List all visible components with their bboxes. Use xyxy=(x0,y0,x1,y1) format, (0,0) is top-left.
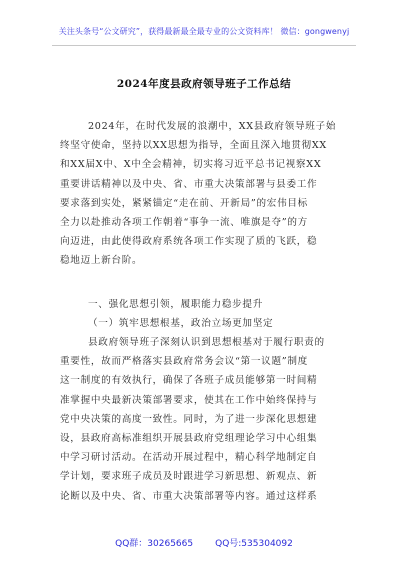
text-line: 重要讲话精神以及中央、省、市重大决策部署与县委工作 xyxy=(60,178,318,190)
heading-text: （一）筑牢思想根基，政治立场更加坚定 xyxy=(88,318,274,329)
qq-number-text: QQ号:535304092 xyxy=(215,539,293,549)
document-title: 2024年度县政府领导班子工作总结 xyxy=(116,78,292,90)
text-line: 全力以赴推动各项工作朝着“事争一流、唯旗是夺”的方 xyxy=(60,217,308,229)
header-banner: 关注头条号“公文研究”，获得最新最全最专业的公文资料库！ 微信：gongwenyj xyxy=(58,27,350,36)
subsection-heading xyxy=(60,314,348,333)
text-line: 党中央决策的高度一致性。同时，为了进一步深化思想建 xyxy=(60,413,318,425)
heading-text: 一、强化思想引领，履职能力稳步提升 xyxy=(88,299,263,310)
text-line: 中学习研讨活动。在活动开展过程中，精心科学地制定自 xyxy=(60,452,318,464)
text-line: 稳地迈上新台阶。 xyxy=(60,255,143,267)
paragraph-intro xyxy=(60,117,348,271)
paragraph-body xyxy=(60,333,348,506)
text-line: 准掌握中央最新决策部署要求，使其在工作中始终保持与 xyxy=(60,394,318,406)
text-line: 要求落到实处，紧紧锚定“走在前、开新局”的宏伟目标 xyxy=(60,197,308,209)
text-line: 向迈进，由此使得政府系统各项工作实现了质的飞跃，稳 xyxy=(60,236,318,248)
text-line: 学计划，要求班子成员及时跟进学习新思想、新观点、新 xyxy=(60,471,318,483)
text-line: 设，县政府高标准组织开展县政府党组理论学习中心组集 xyxy=(60,433,318,445)
text-line: 论断以及中央、省、市重大决策部署等内容。通过这样系 xyxy=(60,490,318,502)
header-divider xyxy=(52,45,356,46)
text-line: 2024年，在时代发展的浪潮中，XX县政府领导班子始 xyxy=(88,121,337,132)
text-line: 和XX届X中、X中全会精神，切实将习近平总书记视察XX xyxy=(60,159,322,171)
footer-contact xyxy=(0,536,408,549)
text-line: 这一制度的有效执行，确保了各班子成员能够第一时间精 xyxy=(60,375,318,387)
text-line: 县政府领导班子深刻认识到思想根基对于履行职责的 xyxy=(88,337,325,348)
text-line: 终坚守使命，坚持以XX思想为指导，全面且深入地贯彻XX xyxy=(60,140,327,152)
qq-group-text: QQ群：30265665 xyxy=(115,539,194,549)
section-heading xyxy=(60,295,348,314)
text-line: 重要性，故而严格落实县政府常务会议“第一议题”制度 xyxy=(60,356,308,368)
